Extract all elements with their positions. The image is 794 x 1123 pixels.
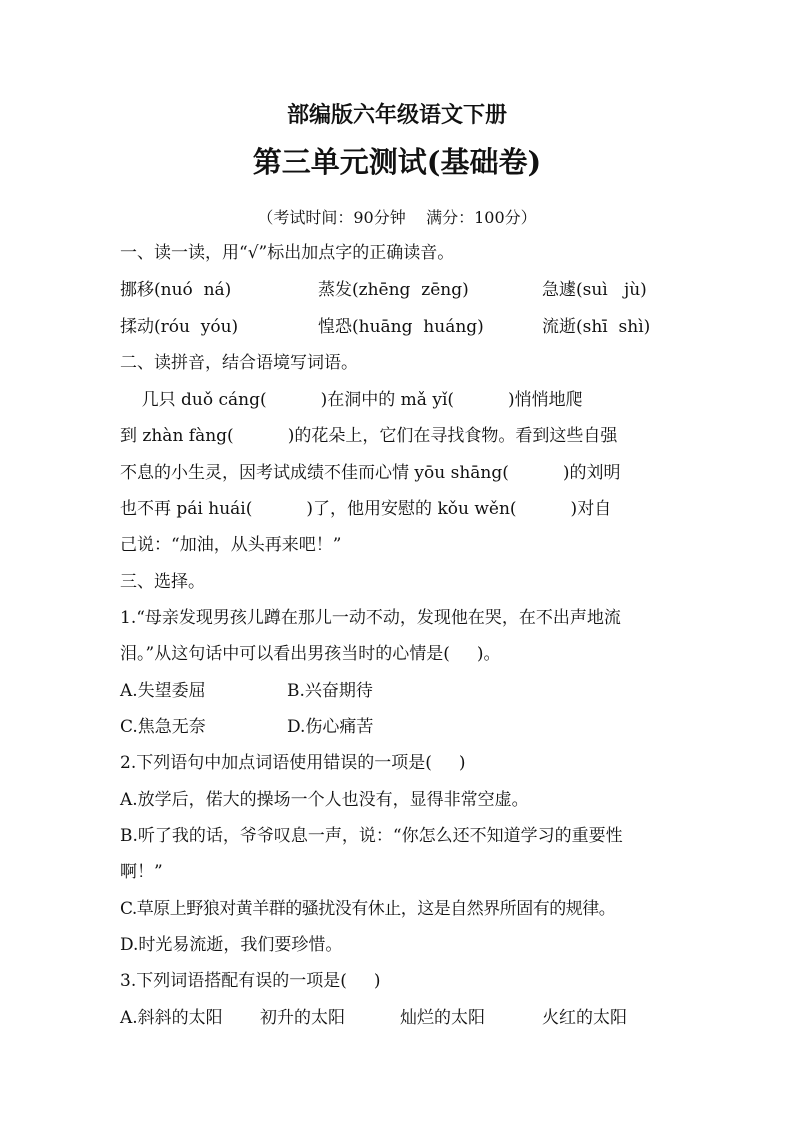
question-stem: 2.下列语句中加点词语使用错误的一项是( ) — [120, 753, 466, 773]
section3-heading: 三、选择。 — [120, 572, 205, 592]
option-line: D.时光易流逝，我们要珍惜。 — [120, 935, 343, 955]
option-line: C.草原上野狼对黄羊群的骚扰没有休止，这是自然界所固有的规律。 — [120, 899, 616, 919]
passage-line: 己说：“加油，从头再来吧！” — [120, 535, 342, 555]
question-stem: 3.下列词语搭配有误的一项是( ) — [120, 971, 381, 991]
option-a-item: 火红的太阳 — [542, 1008, 627, 1028]
pinyin-item: 蒸发(zhēng zēng) — [318, 280, 469, 300]
option-a-item: 灿烂的太阳 — [400, 1008, 485, 1028]
option-line: A.放学后，偌大的操场一个人也没有，显得非常空虚。 — [120, 790, 529, 810]
option-c: C.焦急无奈 — [120, 717, 206, 737]
pinyin-item: 挪移(nuó ná) — [120, 280, 232, 300]
exam-info: （考试时间：90分钟 满分：100分） — [257, 208, 537, 227]
question-line: 1.“母亲发现男孩儿蹲在那儿一动不动，发现他在哭，在不出声地流 — [120, 608, 621, 628]
option-line: B.听了我的话，爷爷叹息一声，说：“你怎么还不知道学习的重要性 — [120, 826, 623, 846]
pinyin-item: 揉动(róu yóu) — [120, 317, 239, 337]
passage-line: 到 zhàn fàng( )的花朵上，它们在寻找食物。看到这些自强 — [120, 426, 618, 446]
option-d: D.伤心痛苦 — [287, 717, 374, 737]
option-a-item: 初升的太阳 — [260, 1008, 345, 1028]
passage-line: 不息的小生灵，因考试成绩不佳而心情 yōu shāng( )的刘明 — [120, 463, 621, 483]
passage-line: 几只 duǒ cáng( )在洞中的 mǎ yǐ( )悄悄地爬 — [120, 390, 583, 410]
section2-heading: 二、读拼音，结合语境写词语。 — [120, 353, 358, 373]
question-line: 泪。”从这句话中可以看出男孩当时的心情是( )。 — [120, 644, 501, 664]
pinyin-item: 流逝(shī shì) — [542, 317, 651, 337]
pinyin-item: 急遽(suì jù) — [542, 280, 647, 300]
option-a-item: A.斜斜的太阳 — [120, 1008, 223, 1028]
option-a: A.失望委屈 — [120, 681, 206, 701]
option-line: 啊！” — [120, 862, 163, 882]
option-b: B.兴奋期待 — [287, 681, 373, 701]
section1-heading: 一、读一读，用“√”标出加点字的正确读音。 — [120, 243, 455, 263]
doc-title: 部编版六年级语文下册 — [286, 102, 507, 128]
doc-subtitle: 第三单元测试(基础卷) — [252, 145, 542, 179]
passage-line: 也不再 pái huái( )了，他用安慰的 kǒu wěn( )对自 — [120, 499, 612, 519]
pinyin-item: 惶恐(huāng huáng) — [318, 317, 484, 337]
